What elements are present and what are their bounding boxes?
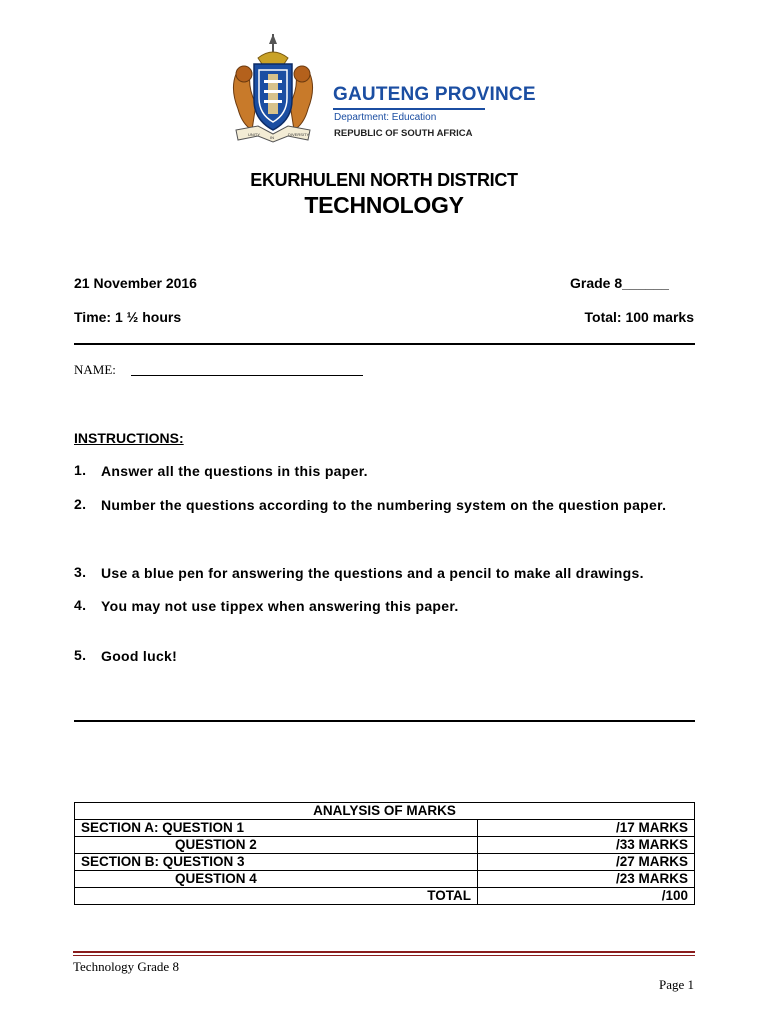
name-field-line <box>131 375 363 376</box>
grade-field: Grade 8______ <box>570 275 669 291</box>
page-number: Page 1 <box>658 977 694 992</box>
total-marks: Total: 100 marks <box>584 309 694 325</box>
instruction-text: Use a blue pen for answering the questions and a pencil to make all drawings. <box>101 565 644 581</box>
instruction-item <box>74 462 694 480</box>
marks-analysis-table <box>74 802 695 905</box>
exam-date: 21 November 2016 <box>74 275 197 291</box>
total-label: TOTAL <box>75 888 478 905</box>
instruction-item <box>74 496 674 514</box>
footer-title: Technology Grade 8 <box>73 959 179 974</box>
name-label: NAME: <box>74 362 116 377</box>
table-row <box>75 837 695 854</box>
row-value: /23 MARKS <box>478 871 695 888</box>
logo-banner-right: DIVERSITY <box>288 132 310 137</box>
instruction-text: Good luck! <box>101 648 178 664</box>
instruction-number: 4. <box>74 597 87 613</box>
footer-rule <box>73 951 695 953</box>
row-value: /33 MARKS <box>478 837 695 854</box>
table-row <box>75 854 695 871</box>
divider <box>74 720 695 722</box>
instruction-number: 2. <box>74 496 87 512</box>
row-label: QUESTION 4 <box>75 871 478 888</box>
table-header-row <box>75 803 695 820</box>
logo-banner-mid: IN <box>270 135 274 140</box>
row-label: SECTION A: QUESTION 1 <box>75 820 478 837</box>
table-title: ANALYSIS OF MARKS <box>75 803 695 820</box>
table-row <box>75 820 695 837</box>
instruction-text: You may not use tippex when answering this paper. <box>101 598 459 614</box>
district-heading: EKURHULENI NORTH DISTRICT <box>250 170 518 190</box>
row-label: QUESTION 2 <box>75 837 478 854</box>
instruction-item <box>74 597 694 615</box>
logo-title: GAUTENG PROVINCE <box>333 84 536 105</box>
logo-banner-left: UNITY <box>248 132 260 137</box>
row-value: /27 MARKS <box>478 854 695 871</box>
footer-rule <box>73 955 695 956</box>
logo-country: REPUBLIC OF SOUTH AFRICA <box>334 128 473 139</box>
instruction-number: 1. <box>74 462 87 478</box>
instruction-number: 3. <box>74 564 87 580</box>
instruction-text: Number the questions according to the numbering system on the question paper. <box>101 497 667 513</box>
row-value: /17 MARKS <box>478 820 695 837</box>
instruction-item <box>74 564 694 582</box>
row-label: SECTION B: QUESTION 3 <box>75 854 478 871</box>
instruction-number: 5. <box>74 647 87 663</box>
logo-divider <box>333 108 485 110</box>
table-total-row <box>75 888 695 905</box>
logo-department: Department: Education <box>334 112 437 123</box>
divider <box>74 343 695 345</box>
exam-duration: Time: 1 ½ hours <box>74 309 182 325</box>
subject-heading: TECHNOLOGY <box>304 192 464 218</box>
instruction-item <box>74 647 694 665</box>
total-value: /100 <box>478 888 695 905</box>
instructions-heading: INSTRUCTIONS: <box>74 430 184 446</box>
table-row <box>75 871 695 888</box>
instruction-text: Answer all the questions in this paper. <box>101 463 368 479</box>
